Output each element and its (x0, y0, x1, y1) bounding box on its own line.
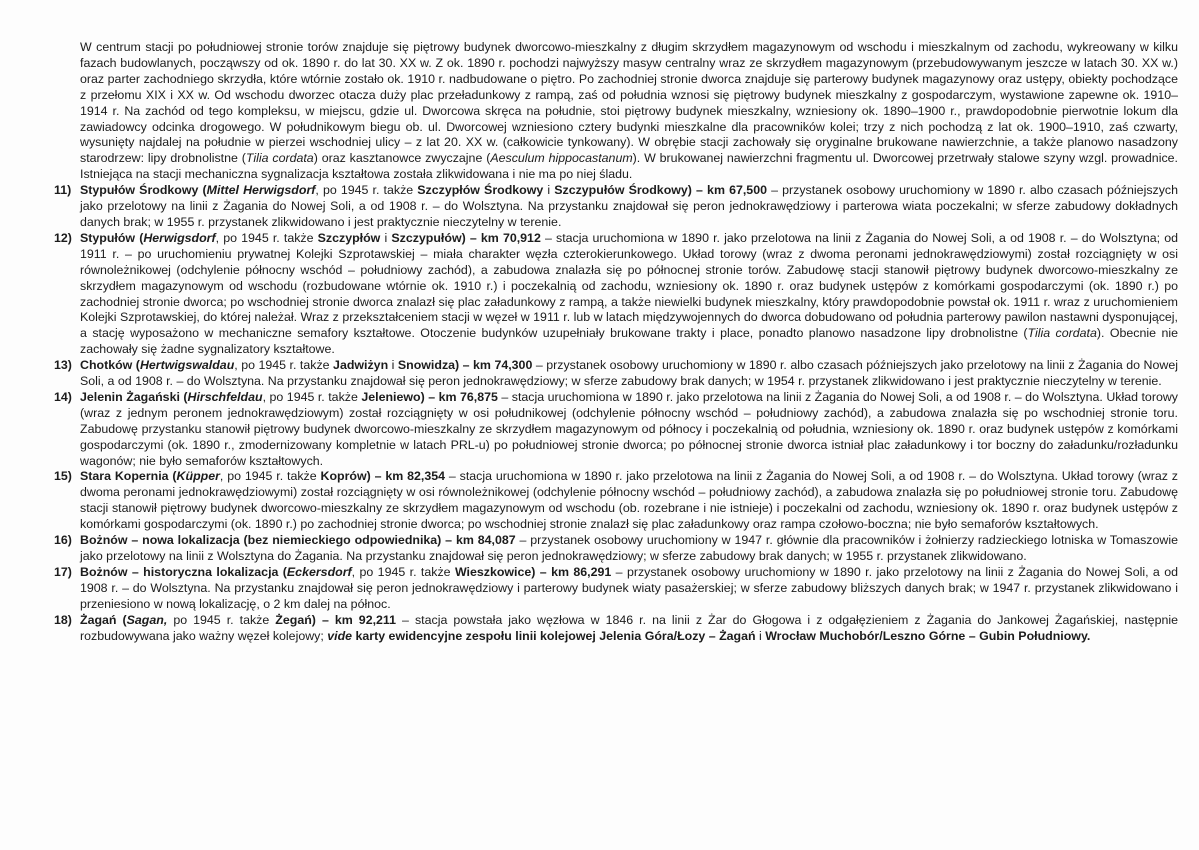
bold-text-run: Koprów) – km 82,354 (320, 469, 446, 484)
text-run: ) oraz kasztanowce zwyczajne ( (313, 151, 491, 166)
bold-text-run: Hirschfeldau (187, 389, 263, 404)
bold-text-run: Stypułów ( (80, 230, 144, 245)
intro-paragraph (80, 40, 1178, 183)
station-entry (54, 183, 1178, 231)
entry-number: 15) (54, 469, 72, 484)
document-body (54, 40, 1179, 644)
entry-text (80, 533, 1178, 563)
bold-text-run: Chotków ( (80, 358, 140, 373)
text-run: – stacja uruchomiona w 1890 r. jako przelotowa na linii z Żagania do Nowej Soli, a od 1908 r. – do Wolsztyna; od 1911 r. – po uruchomieniu prywatnej Kolejki Szprotawskiej – miała charakter węzła czterokierunkowego. Układ torowy (wraz z dwoma peronami jednokrawędziowymi) został rozciągnięty w osi równoleżnikowej (odchylenie północny wschód – południowy zachód), a zabudowa znalazła się po północnej stronie torów. Zabudowę stacji stanowił piętrowy budynek dworcowo-mieszkalny ze skrzydłem magazynowym od wschodu (rozbudowane wtórnie ok. 1910 r.) i poczekalnią od zachodu, wzniesiony ok. 1890 r. oraz budynek ustępów z komórkami gospodarczymi (ok. 1890 r.) po zachodniej stronie dworca; po wschodniej stronie dworca znalazł się plac załadunkowy z rampą, a także niewielki budynek mieszkalny, który prawdopodobnie powstał ok. 1911 r. wraz z uruchomieniem Kolejki Szprotawskiej, do której należał. Wraz z przekształceniem stacji w węzeł w 1911 r. lub w latach międzywojennych do dworca dobudowano od południa parterowy pawilon nastawni dysponującej, a stację wyposażono w mechaniczne semafory kształtowe. Otoczenie budynków uzupełniały brukowane trakty i place, ponadto planowo nasadzone lipy drobnolistne ( (80, 230, 1179, 341)
entry-text (80, 469, 1178, 531)
entry-text (80, 565, 1178, 611)
bold-text-run: Herwigsdorf (143, 230, 216, 245)
text-run: i (755, 628, 766, 643)
station-entry (54, 564, 1178, 613)
text-run: , po 1945 r. także (219, 469, 321, 484)
bold-text-run: Bożnów – nowa lokalizacja (bez niemieckiego odpowiednika) – km 84,087 (80, 533, 516, 548)
station-entry (54, 469, 1178, 533)
text-run: ). W brukowanej nawierzchni fragmentu ul. Dworcowej przetrwały stalowe szyny wzgl. prowadnice. Istniejąca na stacji mechaniczna sygnalizacja kształtowa została zlikwidowana i nie ma po niej śladu. (80, 151, 1178, 182)
entry-number: 16) (54, 533, 72, 548)
text-run: – stacja uruchomiona w 1890 r. jako przelotowa na linii z Żagania do Nowej Soli, a od 1908 r. – do Wolsztyna. Układ torowy (wraz z dwoma peronami jednokrawędziowymi) został rozciągnięty w osi równoleżnikowej (odchylenie północny wschód – południowy zachód), a zabudowa znalazła się po południowej stronie toru. Zabudowę stacji stanowił piętrowy budynek dworcowo-mieszkalny ze skrzydłem magazynowym od wschodu (ob. rozebrane i nie istnieje) i poczekalni od zachodu, wzniesiony ok. 1890 r. oraz budynek ustępów z komórkami gospodarczymi (ok. 1890 r.) po zachodniej stronie dworca; po wschodniej stronie znalazł się plac załadunkowy oraz rampa czołowo-boczna; nie było semaforów kształtowych. (80, 469, 1178, 532)
bold-text-run: Szczypłów (317, 230, 381, 245)
text-run: , po 1945 r. także (262, 389, 362, 404)
entry-number: 14) (54, 389, 72, 404)
bold-text-run: Jadwiżyn (333, 358, 389, 373)
station-entry (54, 389, 1178, 470)
italic-text-run: Tilia cordata (245, 151, 314, 166)
entry-number: 12) (54, 230, 72, 245)
station-entry (54, 358, 1178, 390)
bold-text-run: Żagań ( (80, 612, 127, 627)
italic-text-run: Aesculum hippocastanum (490, 151, 633, 166)
bold-text-run: Sagan, (126, 612, 168, 627)
bold-text-run: Wieszkowice) – km 86,291 (454, 564, 612, 579)
bold-text-run: Szczypułów) – km 70,912 (391, 230, 541, 245)
text-run: , po 1945 r. także (315, 183, 418, 198)
entry-number: 18) (54, 612, 72, 627)
text-run: – stacja uruchomiona w 1890 r. jako przelotowa na linii z Żagania do Nowej Soli, a od 1908 r. – do Wolsztyna. Układ torowy (wraz z jednym peronem jednokrawędziowym) został rozciągnięty w osi południkowej (odchylenie północny wschód – południowy zachód), a zabudowa znalazła się po wschodniej stronie toru. Zabudowę przystanku stanowił piętrowy budynek dworcowo-mieszkalny ze skrzydłem magazynowym od północy i poczekalnią od południa, wzniesiony ok. 1890 r. oraz budynek ustępów z komórkami gospodarczymi (ok. 1890 r., zmodernizowany kompletnie w latach PRL-u) po południowej stronie dworca; po północnej stronie dworca istniał plac załadunkowy i tor boczny do załadunku/rozładunku wagonów; nie było semaforów kształtowych. (80, 389, 1178, 468)
bold-text-run: Szczypułów Środkowy) – km 67,500 (554, 183, 767, 198)
entry-number: 11) (54, 183, 72, 198)
entry-text (80, 390, 1178, 468)
text-run: – przystanek osobowy uruchomiony w 1890 r. albo czasach późniejszych jako przelotowy na linii z Żagania do Nowej Soli, a od 1908 r. – do Wolsztyna. Na przystanku znajdował się peron jednokrawędziowy i parterowa wiata poczekalni; w sferze zabudowy dokładnych danych brak; w 1955 r. przystanek zlikwidowano i jest praktycznie nieczytelny w terenie. (80, 183, 1178, 229)
station-entry (54, 612, 1179, 645)
bold-text-run: Snowidza) – km 74,300 (397, 358, 533, 373)
text-run: – przystanek osobowy uruchomiony w 1890 r. jako przelotowy na linii z Żagania do Nowej Soli, a od 1908 r. – do Wolsztyna. Na przystanku znajdował się peron jednokrawędziowy i parterowy budynek wiaty pasażerskiej; w sferze zabudowy bliższych danych brak; w 1947 r. przystanek zlikwidowano i przeniesiono w nową lokalizację, o 2 km dalej na północ. (80, 564, 1178, 611)
station-list (54, 183, 1179, 644)
bold-text-run: Mittel Herwigsdorf (206, 183, 316, 198)
text-run: po 1945 r. także (167, 612, 276, 627)
text-run: , po 1945 r. także (215, 230, 318, 245)
entry-text (80, 183, 1178, 229)
bold-text-run: Szczypłów Środkowy (417, 183, 544, 198)
bold-text-run: Küpper (176, 469, 220, 484)
bold-text-run: Stypułów Środkowy ( (80, 183, 207, 198)
italic-text-run: Tilia cordata (1027, 326, 1097, 341)
text-run: i (380, 230, 392, 245)
bold-text-run: Jelenin Żagański ( (80, 389, 188, 404)
bold-text-run: Stara Kopernia ( (80, 469, 177, 484)
entry-number: 17) (54, 564, 72, 579)
entry-number: 13) (54, 358, 72, 373)
bold-text-run: Żegań) – km 92,211 (275, 612, 397, 627)
station-entry (54, 533, 1178, 565)
text-run: – stacja powstała jako węzłowa w 1846 r. na linii z Żar do Głogowa i z odgałęzieniem z Żagania do Jankowej Żagańskiej, następnie rozbudowywana jako ważny węzeł kolejowy; (80, 612, 1179, 643)
bold-text-run: karty ewidencyjne zespołu linii kolejowej Jelenia Góra/Łozy – Żagań (352, 628, 756, 643)
text-run: W centrum stacji po południowej stronie torów znajduje się piętrowy budynek dworcowo-mieszkalny z długim skrzydłem magazynowym od wschodu i mieszkalnym od zachodu, wykreowany w kilku fazach budowlanych, począwszy od ok. 1890 r. do lat 30. XX w. Z ok. 1890 r. pochodzi najwyższy masyw centralny wraz ze skrzydłem magazynowym (przebudowywanym jeszcze w latach 30. XX w.) oraz parter zachodniego skrzydła, które wtórnie zostało ok. 1910 r. nadbudowane o piętro. Po zachodniej stronie dworca znajduje się parterowy budynek magazynowy oraz ustępy, obiekty pochodzące z przełomu XIX i XX w. Od wschodu dworzec otacza duży plac przeładunkowy z rampą, zaś od południa wznosi się piętrowy budynek mieszkalny z gospodarczym, wystawione zapewne ok. 1910–1914 r. Na zachód od tego kompleksu, w miejscu, gdzie ul. Dworcowa skręca na południe, stoi piętrowy budynek mieszkalny, wzniesiony ok. 1890–1900 r., prawdopodobnie pierwotnie lokum dla zawiadowcy odcinka drogowego. W południkowym biegu ob. ul. Dworcowej wzniesiono cztery budynki mieszkalne dla pracowników kolei; trzy z nich pochodzą z lat ok. 1900–1910, zaś czwarty, wysunięty najdalej na południe w pierzei wschodniej ulicy – z lat 20. XX w. (całkowicie tynkowany). W obrębie stacji zachowały się oryginalne brukowane nawierzchnie, a także planowo nasadzony starodrzew: lipy drobnolistne ( (80, 40, 1178, 166)
bold-text-run: Bożnów – historyczna lokalizacja ( (80, 564, 287, 579)
text-run: , po 1945 r. także (351, 564, 455, 579)
bold-text-run: Jeleniewo) – km 76,875 (361, 389, 498, 404)
entry-text (80, 231, 1178, 356)
text-run: , po 1945 r. także (234, 358, 334, 373)
station-entry (54, 230, 1179, 358)
bold-text-run: Wrocław Muchobór/Leszno Górne – Gubin Południowy. (765, 628, 1091, 643)
entry-text (80, 613, 1178, 643)
text-run: i (543, 183, 555, 198)
text-run: – przystanek osobowy uruchomiony w 1947 r. głównie dla pracowników i żołnierzy radzieckiego lotniska w Tomaszowie jako przelotowy na linii z Wolsztyna do Żagania. Na przystanku znajdował się peron jednokrawędziowy; w sferze zabudowy brak danych; w 1955 r. przystanek zlikwidowano. (80, 533, 1178, 563)
bold-text-run: Eckersdorf (286, 564, 352, 579)
text-run: – przystanek osobowy uruchomiony w 1890 r. albo czasach późniejszych jako przelotowy na linii z Żagania do Nowej Soli, a od 1908 r. – do Wolsztyna. Na przystanku znajdował się peron jednokrawędziowy; w sferze zabudowy brak danych; w 1954 r. przystanek zlikwidowano i jest praktycznie nieczytelny w terenie. (80, 358, 1178, 389)
bold-text-run: vide (327, 628, 353, 643)
entry-text (80, 358, 1178, 388)
text-run: i (388, 358, 398, 373)
bold-text-run: Hertwigswaldau (139, 358, 235, 373)
text-run: ). Obecnie nie zachowały się żadne sygnalizatory kształtowe. (80, 326, 1178, 357)
